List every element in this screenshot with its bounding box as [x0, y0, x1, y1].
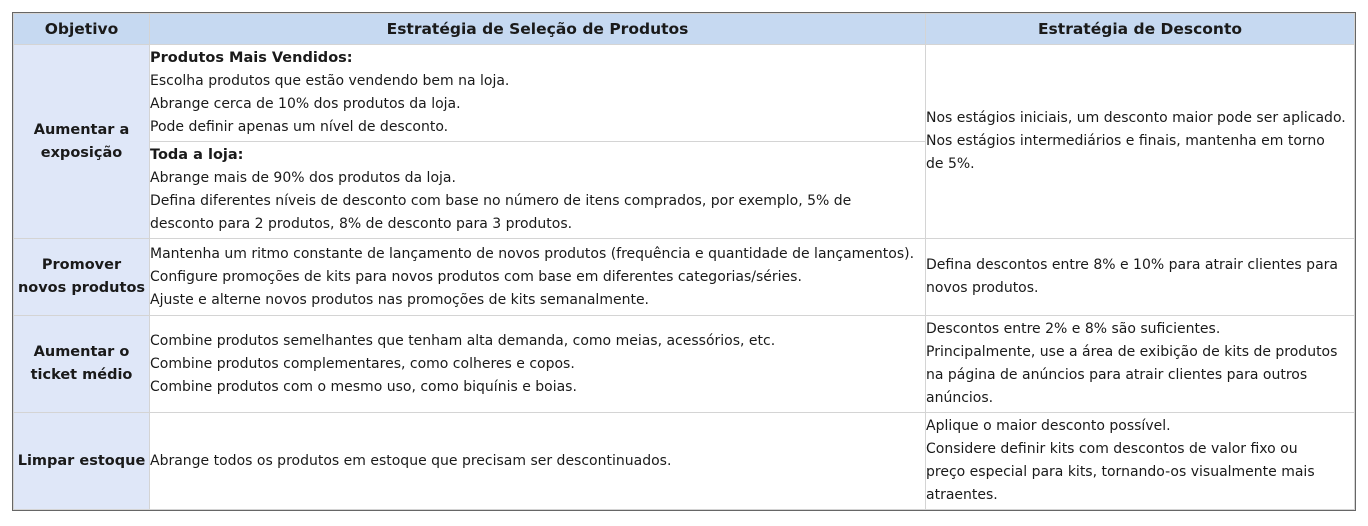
selection-line: Escolha produtos que estão vendendo bem na loja. [150, 73, 510, 89]
header-discount-strategy: Estratégia de Desconto [926, 14, 1355, 45]
selection-cell [150, 239, 926, 316]
selection-block-title: Produtos Mais Vendidos: [150, 50, 353, 66]
selection-line: Abrange todos os produtos em estoque que precisam ser descontinuados. [150, 452, 672, 469]
selection-cell [150, 413, 926, 510]
selection-line: Pode definir apenas um nível de desconto. [150, 119, 449, 135]
discount-line: na página de anúncios para atrair clientes para outros [926, 367, 1308, 383]
selection-line: Combine produtos com o mesmo uso, como biquínis e boias. [150, 378, 577, 395]
selection-block-title: Toda a loja: [150, 147, 244, 163]
selection-line: Ajuste e alterne novos produtos nas promoções de kits semanalmente. [150, 291, 650, 308]
discount-line: Principalmente, use a área de exibição de kits de produtos [926, 344, 1338, 360]
header-selection-strategy: Estratégia de Seleção de Produtos [150, 14, 926, 45]
discount-line: Defina descontos entre 8% e 10% para atrair clientes para [926, 257, 1338, 273]
selection-line: Abrange cerca de 10% dos produtos da loja. [150, 96, 461, 112]
objective-line: Aumentar a [33, 121, 130, 138]
discount-line: Considere definir kits com descontos de valor fixo ou [926, 441, 1298, 457]
discount-cell [926, 316, 1355, 413]
strategy-table [13, 13, 1355, 510]
selection-cell [150, 142, 926, 239]
selection-cell [150, 316, 926, 413]
objective-line: Aumentar o [33, 344, 130, 360]
objective-line: ticket médio [30, 367, 133, 383]
table-row [14, 239, 1355, 316]
table-row [14, 413, 1355, 510]
objective-line: Limpar estoque [17, 452, 146, 469]
table-row [14, 316, 1355, 413]
selection-line: Mantenha um ritmo constante de lançamento de novos produtos (frequência e quantidade de lançamentos). [150, 245, 915, 262]
selection-line: Combine produtos semelhantes que tenham alta demanda, como meias, acessórios, etc. [150, 332, 776, 349]
objective-cell [14, 45, 150, 239]
discount-line: novos produtos. [926, 280, 1039, 296]
objective-cell [14, 316, 150, 413]
selection-line: Defina diferentes níveis de desconto com base no número de itens comprados, por exemplo, 5% de [150, 193, 852, 209]
discount-line: Descontos entre 2% e 8% são suficientes. [926, 321, 1221, 337]
objective-line: Promover [41, 257, 122, 273]
discount-line: Nos estágios intermediários e finais, mantenha em torno [926, 133, 1325, 149]
discount-line: anúncios. [926, 390, 994, 406]
objective-cell [14, 239, 150, 316]
objective-cell [14, 413, 150, 510]
selection-line: Abrange mais de 90% dos produtos da loja. [150, 170, 456, 186]
discount-cell [926, 239, 1355, 316]
objective-line: novos produtos [17, 280, 146, 296]
header-row [14, 14, 1355, 45]
discount-line: Nos estágios iniciais, um desconto maior pode ser aplicado. [926, 110, 1346, 126]
discount-line: atraentes. [926, 487, 998, 503]
selection-line: Combine produtos complementares, como colheres e copos. [150, 355, 575, 372]
discount-line: preço especial para kits, tornando-os visualmente mais [926, 464, 1315, 480]
discount-cell [926, 45, 1355, 239]
discount-cell [926, 413, 1355, 510]
objective-line: exposição [40, 144, 123, 161]
selection-line: desconto para 2 produtos, 8% de desconto para 3 produtos. [150, 216, 573, 232]
discount-line: Aplique o maior desconto possível. [926, 418, 1171, 434]
selection-cell [150, 45, 926, 142]
selection-line: Configure promoções de kits para novos produtos com base em diferentes categorias/séries. [150, 268, 802, 285]
header-objective: Objetivo [14, 14, 150, 45]
discount-line: de 5%. [926, 156, 975, 172]
table-row [14, 45, 1355, 142]
